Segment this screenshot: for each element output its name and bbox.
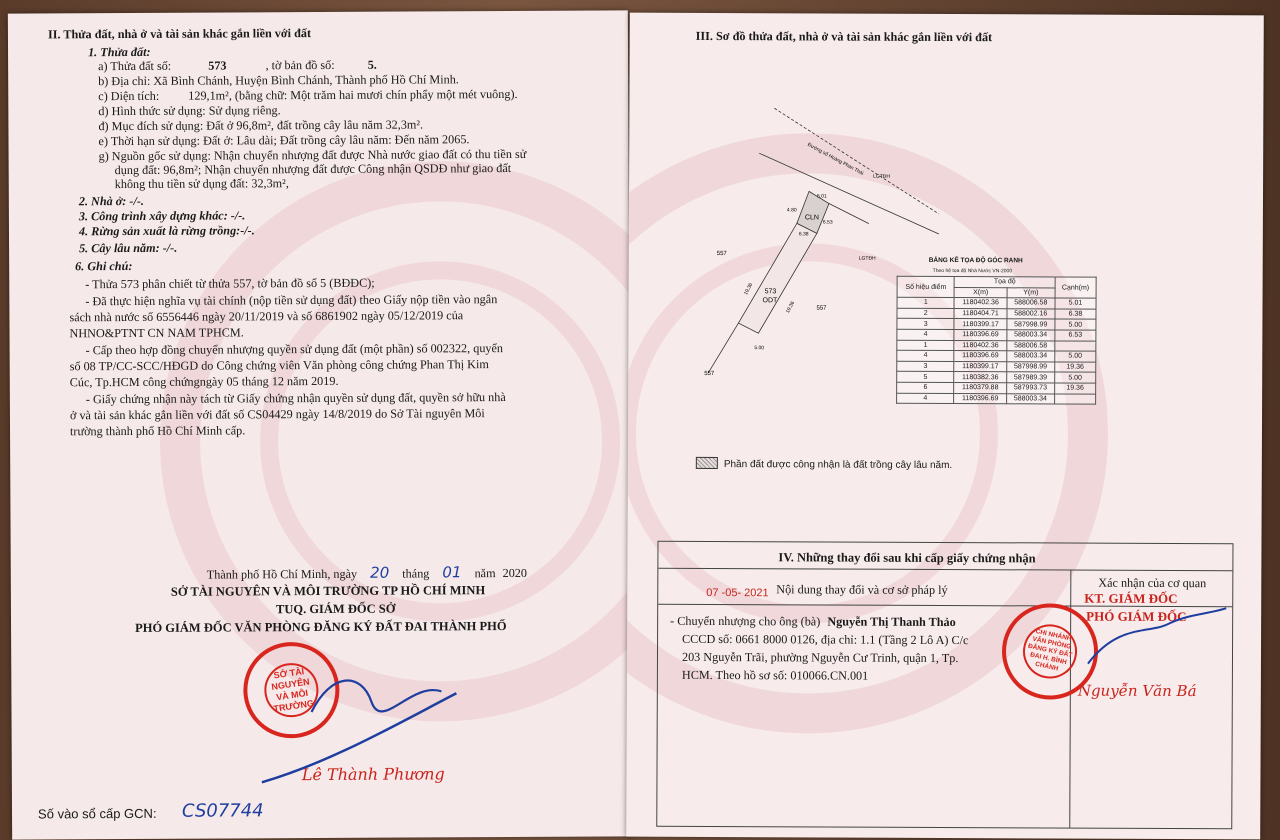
coord-y: 588003.34 [1006,351,1054,362]
confirm-signature [1078,604,1228,685]
lot-number-label: 573 [764,288,777,296]
col-y: Y(m) [1007,287,1055,298]
changes-col-content: Nội dung thay đổi và cơ sở pháp lý [776,582,948,598]
point-id: 2 [897,308,955,319]
origin-line-1: g) Nguồn gốc sử dụng: Nhận chuyển nhượng đất được Nhà nước giao đất có thu tiền sử [98,146,527,164]
coord-y: 587998.99 [1006,362,1054,373]
section-title: II. Thửa đất, nhà ở và tài sản khác gắn liền với đất [47,26,312,42]
note-4a: - Giấy chứng nhận này tách từ Giấy chứng nhận quyền sử dụng đất, quyền sở hữu nhà [85,390,506,407]
registration-number: CS07744 [181,800,264,822]
lot-type-label: ODT [762,297,778,305]
issuing-org: SỞ TÀI NGUYÊN VÀ MÔI TRƯỜNG TP HỒ CHÍ MINH [170,583,486,599]
change-recipient-prefix: - Chuyển nhượng cho ông (bà) [670,613,821,629]
coord-y: 587998.99 [1007,319,1055,330]
dim-label-7: 6.38 [798,231,809,238]
coord-row [897,393,1096,404]
change-recipient-name: Nguyễn Thị Thanh Thảo [827,614,956,630]
issue-year: 2020 [502,565,527,581]
coord-y: 588003.34 [1006,393,1054,404]
coord-x: 1180396.69 [954,393,1006,404]
issue-date-prefix: Thành phố Hồ Chí Minh, ngày [206,566,358,582]
coord-y: 588006.58 [1007,298,1055,309]
change-line-3: 203 Nguyễn Trãi, phường Nguyễn Cư Trinh, quận 1, Tp. [681,649,959,666]
point-id: 4 [897,329,955,340]
heading-notes: 6. Ghi chú: [75,258,133,274]
point-id: 3 [897,361,955,372]
issue-year-label: năm [474,566,496,581]
coord-x: 1180402.36 [954,298,1006,309]
coord-y: 587989.39 [1006,372,1054,383]
authority-line: TUQ. GIÁM ĐỐC SỞ [275,601,396,617]
note-3b: số 08 TP/CC-SCC/HĐGD do Công chứng viên Văn phòng công chứng Phan Thị Kim [69,357,489,374]
dim-label-5: 6.53 [822,219,833,226]
point-id: 1 [897,297,955,308]
change-date-stamp: 07 -05- 2021 [706,586,769,600]
issue-month-label: tháng [402,566,430,581]
edge-length [1055,341,1096,352]
change-line-1 [670,614,956,629]
cln-label: CLN [804,214,819,222]
dim-label-1: 5.01 [816,193,827,200]
dim-label-3: 19.36 [784,300,797,315]
heading-perennial: 5. Cây lâu năm: -/-. [79,240,178,256]
note-4c: trường thành phố Hồ Chí Minh cấp. [69,423,246,439]
point-id: 5 [897,372,955,383]
point-id: 1 [897,340,955,351]
col-edge: Cạnh(m) [1055,277,1096,298]
registration-label: Số vào sổ cấp GCN: [37,805,157,822]
point-id: 4 [897,350,955,361]
lgtdh-label-1: LGTĐH [873,173,891,180]
coord-x: 1180382.36 [954,372,1006,383]
edge-length: 5.00 [1055,372,1096,383]
coord-x: 1180404.71 [954,308,1006,319]
usage-term: e) Thời hạn sử dụng: Đất ở: Lâu dài; Đất trồng cây lâu năm: Đến năm 2065. [98,132,470,149]
map-sheet-value: 5. [367,57,377,72]
dim-label-4: 5.00 [754,345,765,352]
edge-length: 5.01 [1055,298,1096,309]
coord-y: 588006.58 [1007,340,1055,351]
changes-box [656,541,1233,830]
note-2a: - Đã thực hiện nghĩa vụ tài chính (nộp tiền sử dụng đất) theo Giấy nộp tiền vào ngân [85,292,498,309]
edge-length: 5.00 [1055,351,1096,362]
heading-house: 2. Nhà ở: -/-. [78,193,144,209]
edge-length: 6.38 [1055,309,1096,320]
note-4b: ở và tài sản khác gắn liền với đất số CS04429 ngày 14/8/2019 do Sở Tài nguyên Môi [69,406,485,423]
confirm-title-1: KT. GIÁM ĐỐC [1084,590,1178,607]
coord-x: 1180399.17 [954,319,1006,330]
change-line-2: CCCD số: 0661 8000 0126, địa chỉ: 1.1 (Tầng 2 Lô A) C/c [682,631,969,648]
issue-day: 20 [370,563,390,582]
signer-name: Lê Thành Phương [301,764,445,785]
changes-col-confirm: Xác nhận của cơ quan [1098,575,1207,591]
area-label: c) Diện tích: [98,88,160,104]
col-x: X(m) [955,287,1007,298]
neighbor-label-3: 557 [704,370,715,377]
dim-label-2: 19.36 [743,282,755,297]
area-value: 129,1m², (bằng chữ: Một trăm hai mươi chín phẩy một mét vuông). [188,86,518,103]
coordinate-table [896,276,1097,405]
plot-number-value: 573 [208,58,227,73]
coord-x: 1180379.88 [954,382,1006,393]
coord-x: 1180396.69 [954,330,1006,341]
coord-y: 588003.34 [1007,330,1055,341]
issue-month: 01 [442,563,462,582]
neighbor-label-1: 557 [716,251,727,258]
confirm-signer-name: Nguyễn Văn Bá [1077,681,1197,701]
col-point: Số hiệu điểm [897,276,955,297]
origin-line-3: không thu tiền sử dụng đất: 32,3m², [114,176,289,192]
edge-length: 19.36 [1055,362,1096,373]
edge-length [1054,394,1095,405]
plot-number-row [98,58,377,73]
confirm-title-2: PHÓ GIÁM ĐỐC [1086,608,1187,625]
heading-other-construction: 3. Công trình xây dựng khác: -/-. [78,208,246,224]
dim-label-6: 4.80 [786,207,797,214]
map-sheet-label: , tờ bản đồ số: [265,57,335,73]
edge-length: 19.36 [1054,383,1095,394]
point-id: 6 [897,382,955,393]
coord-table-title: BẢNG KÊ TỌA ĐỘ GÓC RANH [928,256,1023,265]
heading-forest: 4. Rừng sản xuất là rừng trồng:-/-. [78,223,255,239]
point-id: 3 [897,319,955,330]
certificate-left-page [8,10,632,839]
edge-length: 5.00 [1055,319,1096,330]
road-label: Đường số Hoàng Phan Thái [806,141,865,177]
usage-form: d) Hình thức sử dụng: Sử dụng riêng. [98,103,281,119]
legend-text: Phần đất được công nhận là đất trồng cây lâu năm. [723,459,953,472]
certificate-right-page [626,13,1264,840]
issue-date [207,565,527,582]
note-2c: NHNO&PTNT CN NAM TPHCM. [69,325,244,341]
coord-y: 588002.16 [1007,309,1055,320]
changes-header-rule [658,568,1232,572]
area-row [98,87,517,103]
usage-purpose: đ) Mục đích sử dụng: Đất ở 96,8m², đất trồng cây lâu năm 32,3m². [98,117,424,134]
coord-x: 1180396.69 [954,351,1006,362]
address-line: b) Địa chỉ: Xã Bình Chánh, Huyện Bình Chánh, Thành phố Hồ Chí Minh. [98,72,459,89]
note-1: - Thửa 573 phân chiết từ thửa 557, tờ bản đồ số 5 (BĐĐC); [85,275,375,292]
seal-text: SỞ TÀI NGUYÊN VÀ MÔI TRƯỜNG [260,659,322,721]
branch-seal-text: CHI NHÁNH VĂN PHÒNG ĐĂNG KÝ ĐẤT ĐAI H. BÌNH CHÁNH [1018,619,1083,684]
lgtdh-label-2: LGTĐH [858,255,876,262]
signer-title: PHÓ GIÁM ĐỐC VĂN PHÒNG ĐĂNG KÝ ĐẤT ĐAI THÀNH PHỐ [135,619,507,635]
coord-x: 1180402.36 [954,340,1006,351]
change-line-4: HCM. Theo hồ sơ số: 010066.CN.001 [681,667,869,683]
coord-y: 587993.73 [1006,383,1054,394]
note-2b: sách nhà nước số 6556446 ngày 20/11/2019 và số 6861902 ngày 05/12/2019 của [69,308,464,325]
heading-land-plot: 1. Thửa đất: [88,44,151,60]
plot-number-label: a) Thửa đất số: [98,58,172,74]
origin-line-2: dụng đất: 96,8m²; Nhận chuyển nhượng đất được Công nhận QSDĐ như giao đất [114,160,512,178]
edge-length: 6.53 [1055,330,1096,341]
legend-swatch [696,457,718,469]
note-3a: - Cấp theo hợp đồng chuyển nhượng quyền sử dụng đất (một phần) số 002322, quyển [85,341,504,358]
coord-x: 1180399.17 [954,361,1006,372]
col-coordinates: Tọa độ [955,277,1055,288]
changes-title: IV. Những thay đổi sau khi cấp giấy chứng nhận [778,550,1036,566]
coord-table-subtitle: Theo hệ tọa độ Nhà Nước VN-2000 [932,267,1013,275]
diagram-section-title: III. Sơ đồ thửa đất, nhà ở và tài sản khác gắn liền với đất [695,28,993,45]
neighbor-label-2: 557 [816,305,827,312]
note-3c: Cúc, Tp.HCM công chứngngày 05 tháng 12 năm 2019. [69,373,339,390]
point-id: 4 [897,393,955,404]
